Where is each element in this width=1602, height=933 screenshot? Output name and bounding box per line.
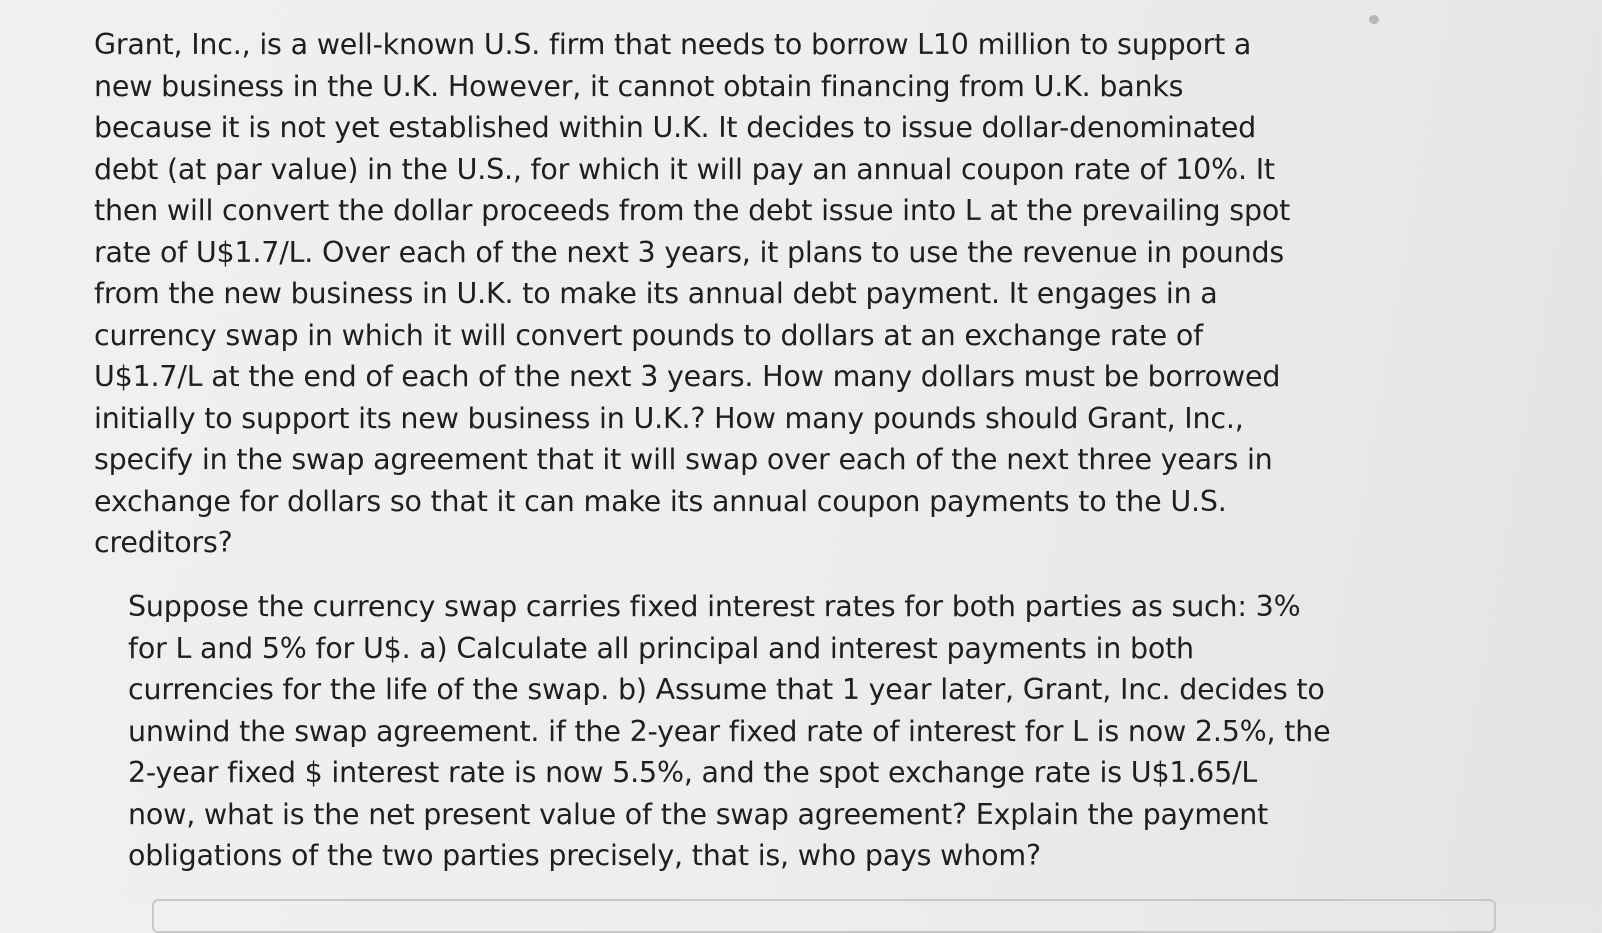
paragraph-2-line: unwind the swap agreement. if the 2-year fixed rate of interest for L is now 2.5%, the bbox=[128, 714, 1331, 748]
question-paragraph-1 bbox=[94, 24, 1384, 564]
answer-box[interactable] bbox=[152, 899, 1496, 933]
paragraph-1-line: creditors? bbox=[94, 526, 233, 559]
paragraph-1-line: specify in the swap agreement that it will swap over each of the next three years in bbox=[94, 443, 1273, 476]
speck-mark bbox=[1369, 15, 1379, 24]
paragraph-2-line: Suppose the currency swap carries fixed interest rates for both parties as such: 3% bbox=[128, 590, 1301, 623]
paragraph-1-line: new business in the U.K. However, it cannot obtain financing from U.K. banks bbox=[94, 69, 1184, 103]
paragraph-2-line: for L and 5% for U$. a) Calculate all principal and interest payments in both bbox=[128, 631, 1194, 665]
paragraph-2-line: currencies for the life of the swap. b) Assume that 1 year later, Grant, Inc. decides to bbox=[128, 673, 1325, 706]
paragraph-1-line: U$1.7/L at the end of each of the next 3 years. How many dollars must be borrowed bbox=[94, 360, 1281, 393]
paragraph-1-line: from the new business in U.K. to make its annual debt payment. It engages in a bbox=[94, 277, 1218, 310]
paragraph-1-line: Grant, Inc., is a well-known U.S. firm that needs to borrow L10 million to support a bbox=[94, 28, 1252, 61]
paragraph-2-line: obligations of the two parties precisely, that is, who pays whom? bbox=[128, 839, 1041, 872]
question-paragraph-2 bbox=[128, 586, 1358, 877]
paragraph-2-line: now, what is the net present value of the swap agreement? Explain the payment bbox=[128, 797, 1269, 831]
paragraph-2-line: 2-year fixed $ interest rate is now 5.5%, and the spot exchange rate is U$1.65/L bbox=[128, 756, 1258, 789]
paragraph-1-line: because it is not yet established within U.K. It decides to issue dollar-denominated bbox=[94, 111, 1257, 144]
paragraph-1-line: rate of U$1.7/L. Over each of the next 3 years, it plans to use the revenue in pounds bbox=[94, 235, 1285, 269]
paragraph-1-line: exchange for dollars so that it can make its annual coupon payments to the U.S. bbox=[94, 484, 1227, 518]
paragraph-1-line: initially to support its new business in U.K.? How many pounds should Grant, Inc., bbox=[94, 401, 1244, 435]
paragraph-1-line: debt (at par value) in the U.S., for which it will pay an annual coupon rate of 10%. It bbox=[94, 152, 1275, 186]
paragraph-1-line: currency swap in which it will convert pounds to dollars at an exchange rate of bbox=[94, 318, 1203, 352]
paragraph-1-line: then will convert the dollar proceeds from the debt issue into L at the prevailing spot bbox=[94, 194, 1291, 227]
